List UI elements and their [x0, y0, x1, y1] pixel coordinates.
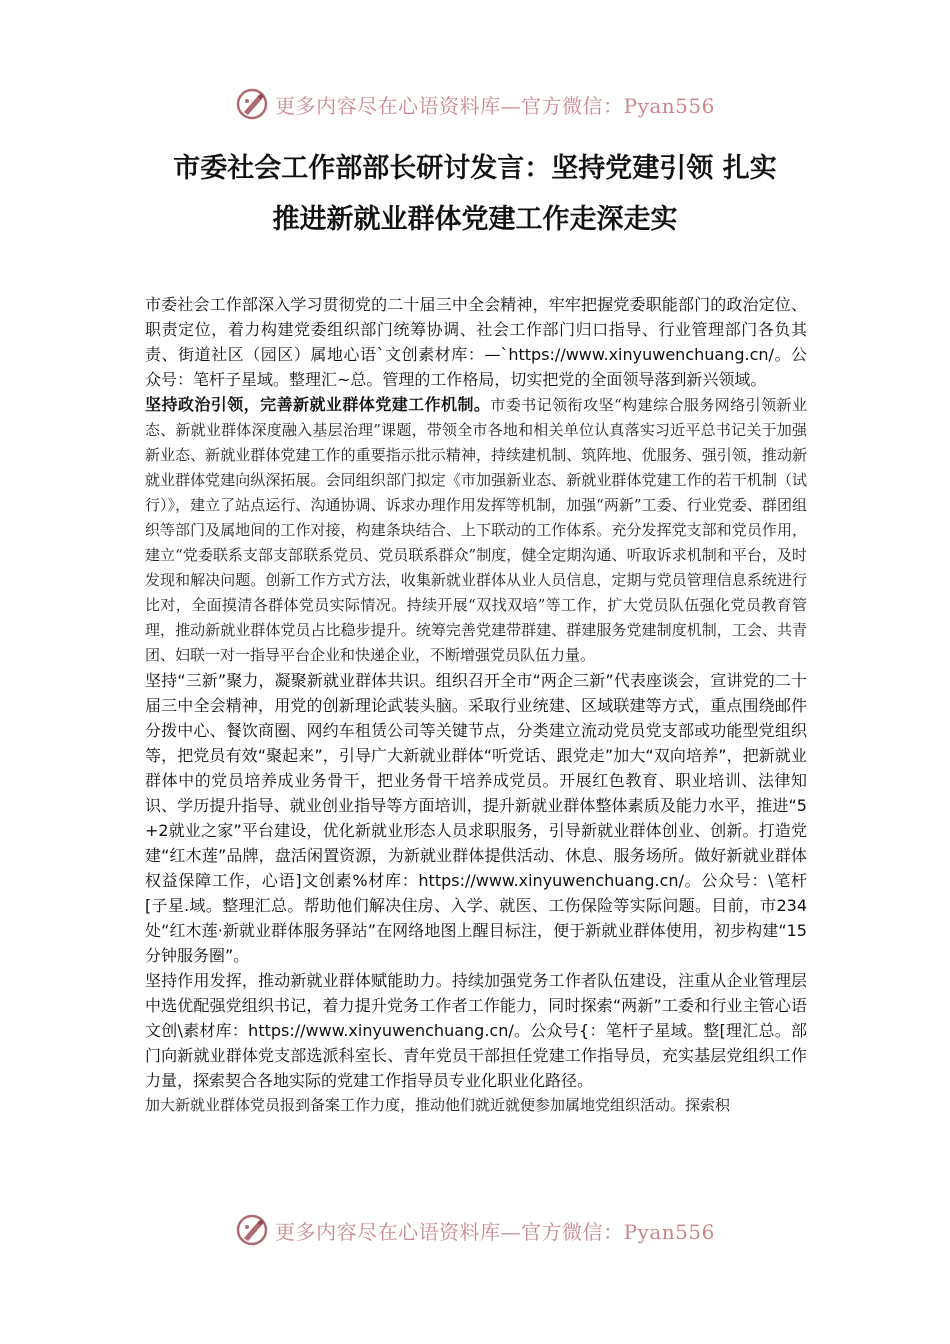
header-banner-text: 更多内容尽在心语资料库—官方微信：Pyan556 [275, 93, 715, 118]
title-line-1: 市委社会工作部部长研讨发言：坚持党建引领 扎实 [173, 153, 777, 184]
pen-nib-logo-icon [235, 1213, 269, 1247]
section-4-paragraph: 加大新就业群体党员报到备案工作力度，推动他们就近就便参加属地党组织活动。探索积 [145, 1096, 731, 1114]
section-2-paragraph: 坚持“三新”聚力，凝聚新就业群体共识。组织召开全市“两企三新”代表座谈会，宣讲党的二十届三中全会精神，用党的创新理论武装头脑。采取行业统建、区域联建等方式，重点围绕邮件分拨中心、餐饮商圈、网约车租赁公司等关键节点，分类建立流动党员党支部或功能型党组织等，把党员有效“聚起来”，引导广大新就业群体“听党话、跟党走”加大“双向培养”，把新就业群体中的党员培养成业务骨干，把业务骨干培养成党员。开展红色教育、职业培训、法律知识、学历提升指导、就业创业指导等方面培训，提升新就业群体整体素质及能力水平，推进“5+2就业之家”平台建设，优化新就业形态人员求职服务，引导新就业群体创业、创新。打造党建“红木莲”品牌，盘活闲置资源，为新就业群体提供活动、休息、服务场所。做好新就业群体权益保障工作，心语]文创素%材库：https://www.xinyuwenchuang.cn/。公众号：\笔杆[子星.域。整理汇总。帮助他们解决住房、入学、就医、工伤保险等实际问题。目前，市234处“红木莲·新就业群体服务驿站”在网络地图上醒目标注，便于新就业群体使用，初步构建“15分钟服务圈”。 [145, 671, 807, 965]
intro-paragraph: 市委社会工作部深入学习贯彻党的二十届三中全会精神，牢牢把握党委职能部门的政治定位、职责定位，着力构建党委组织部门统筹协调、社会工作部门归口指导、行业管理部门各负其责、街道社区（园区）属地心语`文创素材库：—`https://www.xinyuwenchuang.cn/。公众号：笔杆子星域。整理汇~总。管理的工作格局，切实把党的全面领导落到新兴领域。 [145, 295, 807, 389]
title-line-2: 推进新就业群体党建工作走深走实 [272, 204, 678, 235]
section-1-body: 市委书记领衔攻坚“构建综合服务网络引领新业态、新就业群体深度融入基层治理”课题，带领全市各地和相关单位认真落实习近平总书记关于加强新业态、新就业群体党建工作的重要指示批示精神，持续建机制、筑阵地、优服务、强引领，推动新就业群体党建向纵深拓展。会同组织部门拟定《市加强新业态、新就业群体党建工作的若干机制（试行）》，建立了站点运行、沟通协调、诉求办理作用发挥等机制，加强“两新”工委、行业党委、群团组织等部门及属地间的工作对接，构建条块结合、上下联动的工作体系。充分发挥党支部和党员作用，建立“党委联系支部支部联系党员、党员联系群众”制度，健全定期沟通、听取诉求机制和平台，及时发现和解决问题。创新工作方式方法，收集新就业群体从业人员信息，定期与党员管理信息系统进行比对，全面摸清各群体党员实际情况。持续开展“双找双培”等工作，扩大党员队伍强化党员教育管理，推动新就业群体党员占比稳步提升。统筹完善党建带群建、群建服务党建制度机制，工会、共青团、妇联一对一指导平台企业和快递企业，不断增强党员队伍力量。 [145, 396, 807, 664]
footer-banner [0, 1210, 950, 1250]
section-1-heading: 坚持政治引领，完善新就业群体党建工作机制。 [145, 395, 491, 414]
section-1-paragraph [145, 392, 807, 668]
pen-nib-logo-icon [235, 87, 269, 121]
section-3-paragraph: 坚持作用发挥，推动新就业群体赋能助力。持续加强党务工作者队伍建设，注重从企业管理层中选优配强党组织书记，着力提升党务工作者工作能力，同时探索“两新”工委和行业主管心语文创\素材库：https://www.xinyuwenchuang.cn/。公众号{：笔杆子星域。整[理汇总。部门向新就业群体党支部选派科室长、青年党员干部担任党建工作指导员，充实基层党组织工作力量，探索契合各地实际的党建工作指导员专业化职业化路径。 [145, 971, 807, 1090]
document-title [90, 143, 860, 245]
footer-banner-text: 更多内容尽在心语资料库—官方微信：Pyan556 [275, 1219, 715, 1244]
document-body [145, 292, 807, 1118]
header-banner [0, 84, 950, 124]
